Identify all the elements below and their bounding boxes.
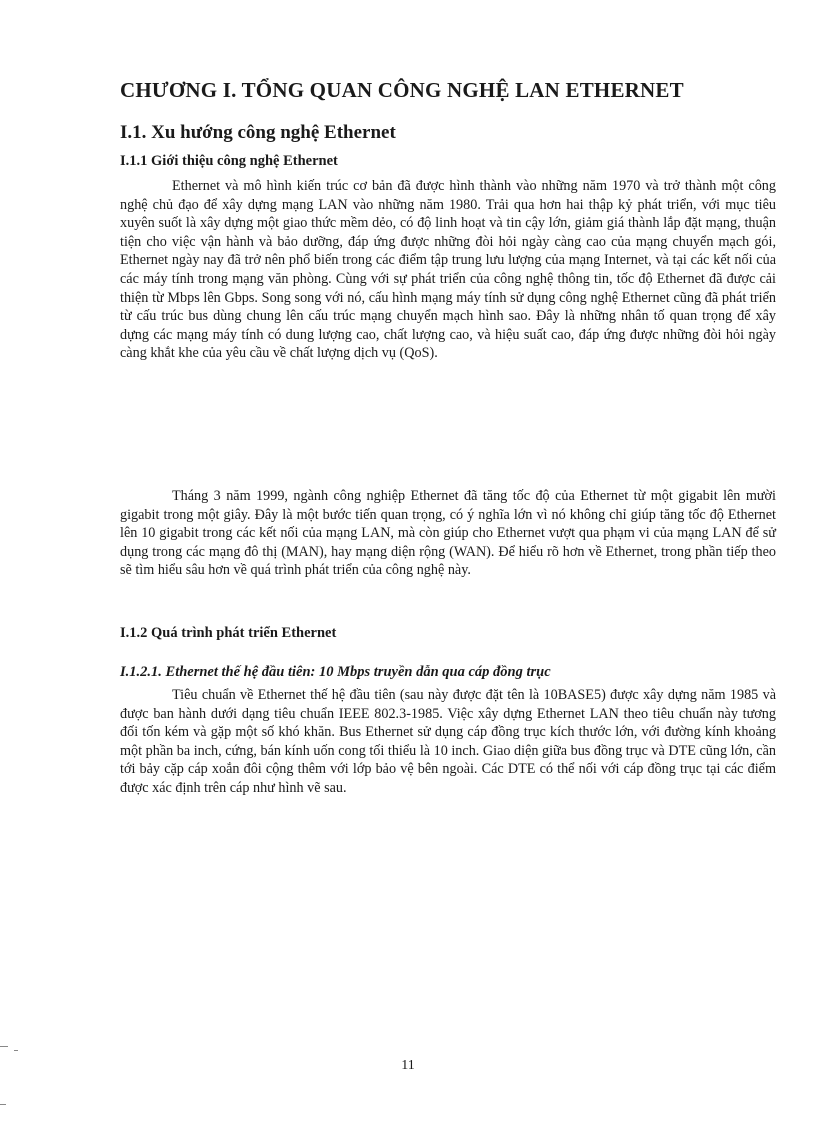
scan-artifact xyxy=(0,1104,6,1105)
subsection-title-1: I.1.1 Giới thiệu công nghệ Ethernet xyxy=(120,153,338,169)
scan-artifact xyxy=(14,1050,18,1051)
section-title: I.1. Xu hướng công nghệ Ethernet xyxy=(120,122,396,143)
subsection-title-2: I.1.2 Quá trình phát triển Ethernet xyxy=(120,625,337,641)
paragraph-intro-1: Ethernet và mô hình kiến trúc cơ bản đã được hình thành vào những năm 1970 và trở thành một công nghệ chủ đạo để xây dựng mạng LAN vào những năm 1980. Trải qua hơn hai thập kỷ phát triển, với mục tiêu xuyên suốt là xây dựng một giao thức mềm dẻo, có độ linh hoạt và tin cậy lớn, giảm giá thành lắp đặt mạng, thuận tiện cho việc vận hành và bảo dưỡng, đáp ứng được những đòi hỏi ngày càng cao của mạng chuyển mạch gói, Ethernet ngày nay đã trở nên phổ biến trong các điểm tập trung lưu lượng của mạng Internet, và tại các kết nối của các máy tính trong mạng văn phòng. Cùng với sự phát triển của công nghệ thông tin, tốc độ Ethernet đã được cải thiện từ Mbps lên Gbps. Song song với nó, cấu hình mạng máy tính sử dụng công nghệ Ethernet cũng đã phát triển từ cấu trúc bus dùng chung lên cấu trúc mạng chuyển mạch hình sao. Đây là những nhân tố quan trọng để xây dựng các mạng máy tính có dung lượng cao, chất lượng cao, và hiệu suất cao, đáp ứng được những đòi hỏi ngày càng khắt khe của yêu cầu về chất lượng dịch vụ (QoS). xyxy=(120,178,776,362)
page-number: 11 xyxy=(401,1058,415,1073)
chapter-title: CHƯƠNG I. TỔNG QUAN CÔNG NGHỆ LAN ETHERNET xyxy=(120,78,684,102)
subsubsection-title: I.1.2.1. Ethernet thế hệ đầu tiên: 10 Mbps truyền dẫn qua cáp đồng trục xyxy=(120,664,551,680)
paragraph-first-gen: Tiêu chuẩn về Ethernet thế hệ đầu tiên (sau này được đặt tên là 10BASE5) được xây dựng năm 1985 và được ban hành dưới dạng tiêu chuẩn IEEE 802.3-1985. Việc xây dựng Ethernet LAN theo tiêu chuẩn này tương đối tốn kém và gặp một số khó khăn. Bus Ethernet sử dụng cáp đồng trục kích thước lớn, với đường kính khoảng một phần ba inch, cứng, bán kính uốn cong tối thiểu là 10 inch. Giao diện giữa bus đồng trục và DTE cũng lớn, cần tới bảy cặp cáp xoắn đôi cộng thêm với lớp bảo vệ bên ngoài. Các DTE có thể nối với cáp đồng trục tại các điểm được xác định trên cáp như hình vẽ sau. xyxy=(120,687,776,796)
paragraph-intro-2: Tháng 3 năm 1999, ngành công nghiệp Ethernet đã tăng tốc độ của Ethernet từ một gigabit lên mười gigabit trong một giây. Đây là một bước tiến quan trọng, có ý nghĩa lớn vì nó không chỉ giúp tăng tốc độ Ethernet lên 10 gigabit trong các kết nối của mạng LAN, mà còn giúp cho Ethernet vượt qua phạm vi của mạng LAN để sử dụng trong các mạng đô thị (MAN), hay mạng diện rộng (WAN). Để hiểu rõ hơn về Ethernet, trong phần tiếp theo sẽ tìm hiểu sâu hơn về quá trình phát triển của công nghệ này. xyxy=(120,488,776,579)
scan-artifact xyxy=(0,1046,8,1047)
